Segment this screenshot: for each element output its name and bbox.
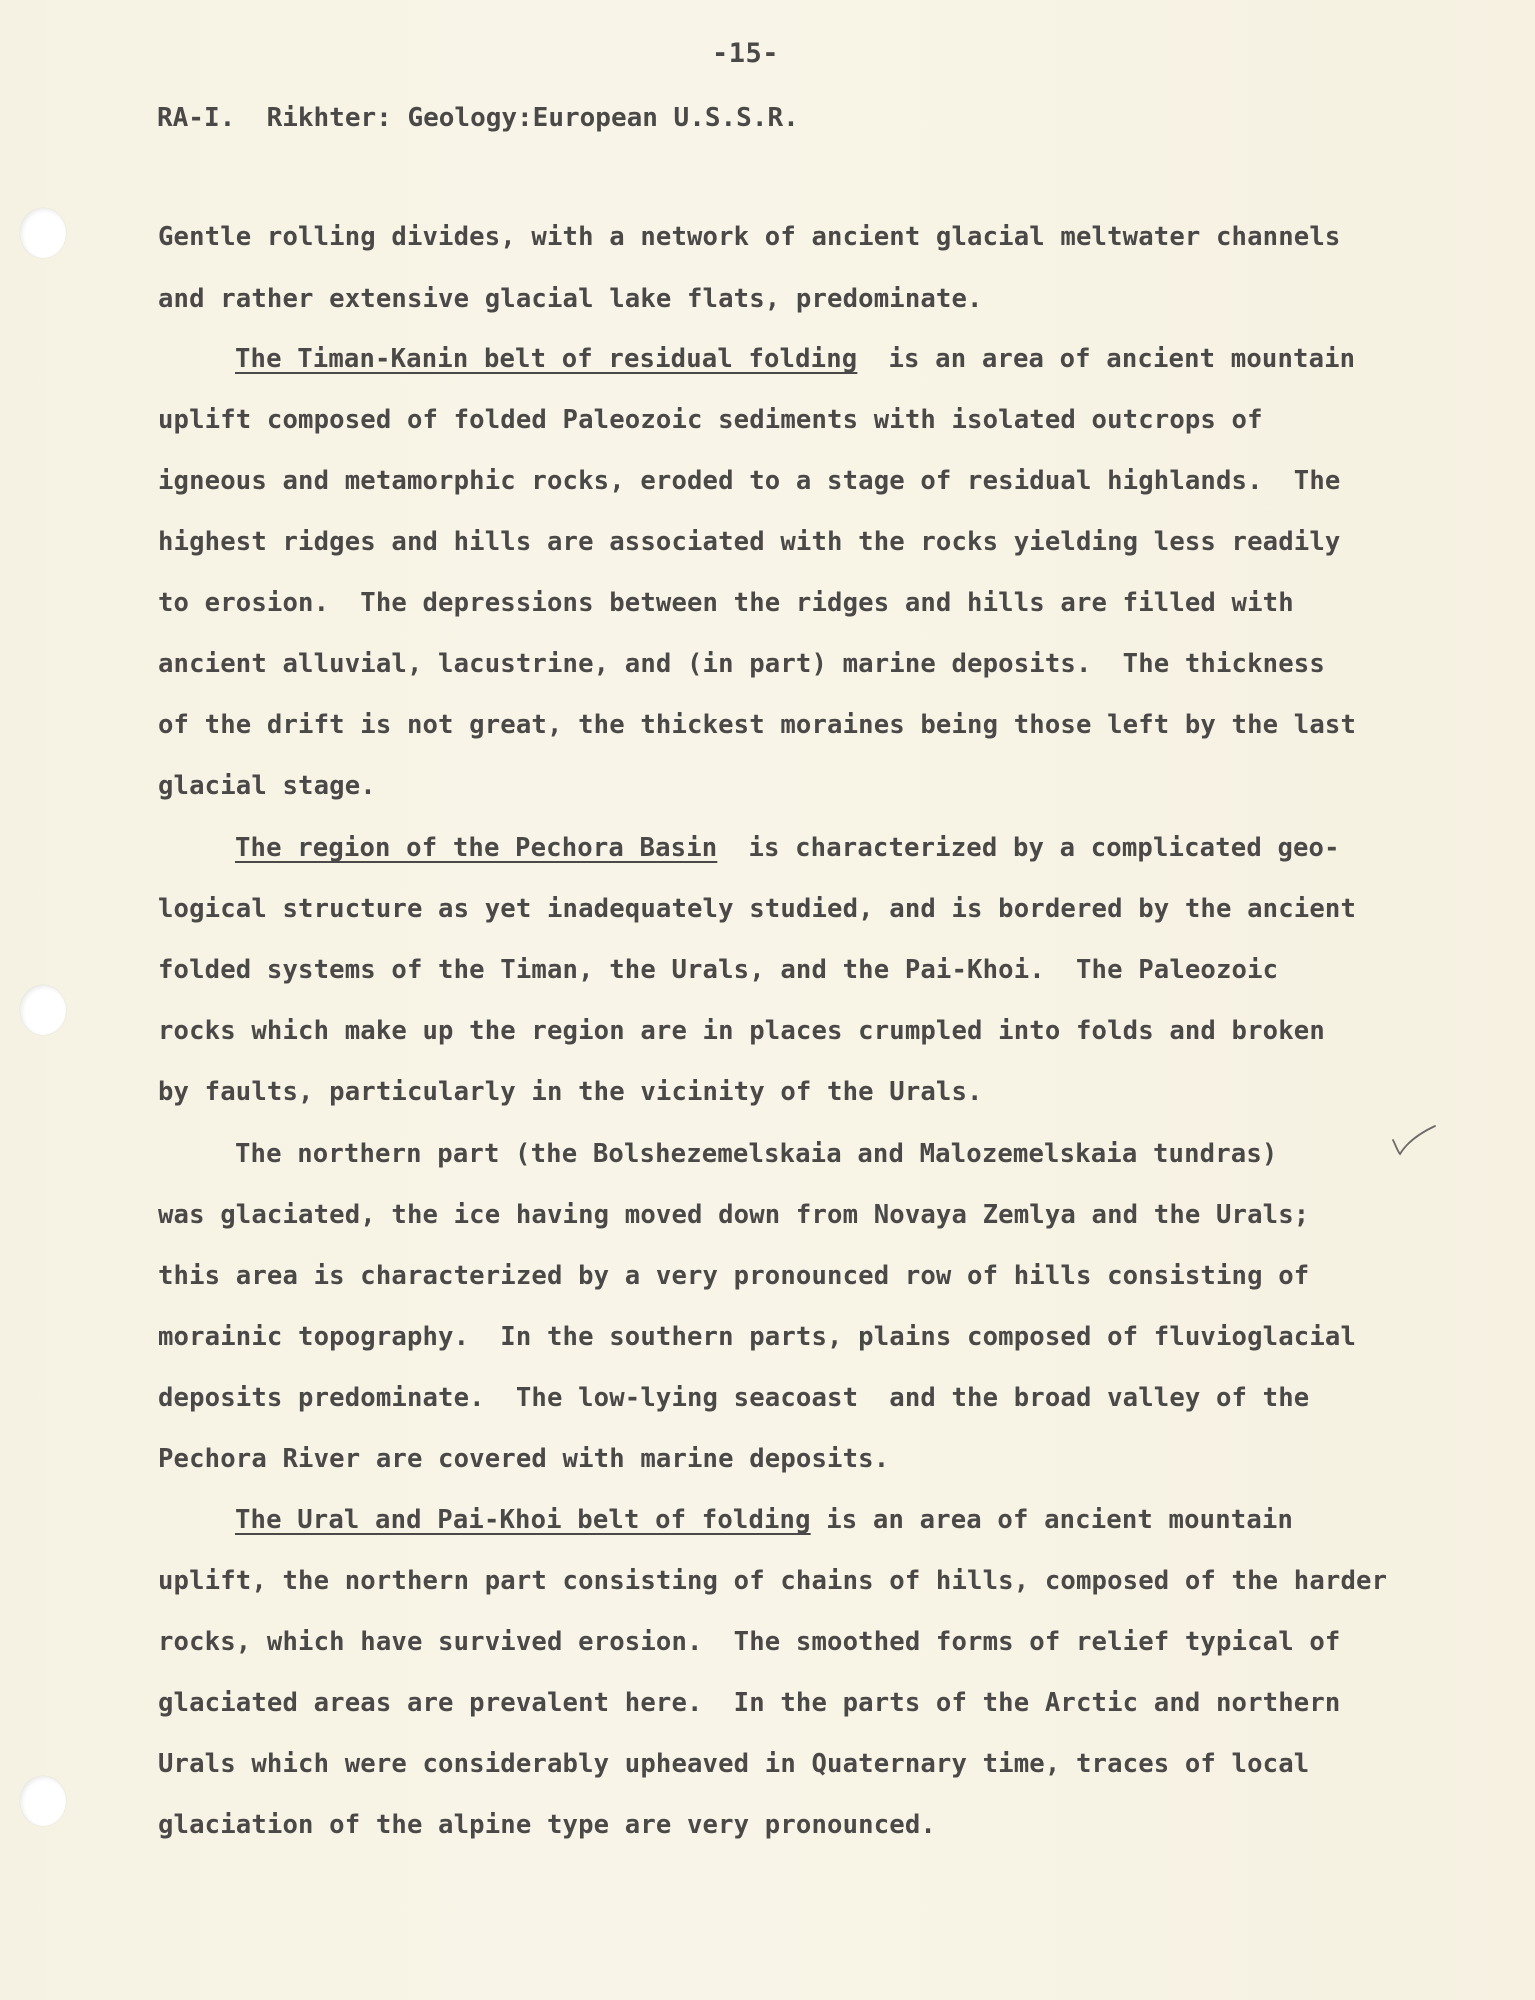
- text-line: uplift composed of folded Paleozoic sediments with isolated outcrops of: [158, 405, 1263, 435]
- text-line: glaciated areas are prevalent here. In the parts of the Arctic and northern: [158, 1688, 1341, 1718]
- check-mark-icon: [1390, 1122, 1438, 1158]
- text-line: to erosion. The depressions between the ridges and hills are filled with: [158, 588, 1294, 618]
- text-span: is characterized by a complicated geo-: [717, 833, 1340, 863]
- text-line: uplift, the northern part consisting of chains of hills, composed of the harder: [158, 1566, 1388, 1596]
- text-line: rocks, which have survived erosion. The smoothed forms of relief typical of: [158, 1627, 1341, 1657]
- text-line: deposits predominate. The low-lying seacoast and the broad valley of the: [158, 1383, 1310, 1413]
- text-line: glaciation of the alpine type are very pronounced.: [158, 1810, 936, 1840]
- punch-hole: [20, 985, 66, 1035]
- text-line: Gentle rolling divides, with a network of ancient glacial meltwater channels: [158, 222, 1341, 252]
- text-line: igneous and metamorphic rocks, eroded to a stage of residual highlands. The: [158, 466, 1341, 496]
- text-line: [235, 1505, 1293, 1535]
- text-line: this area is characterized by a very pronounced row of hills consisting of: [158, 1261, 1310, 1291]
- text-span: is an area of ancient mountain: [857, 344, 1356, 374]
- text-line: highest ridges and hills are associated with the rocks yielding less readily: [158, 527, 1341, 557]
- running-head: RA-I. Rikhter: Geology:European U.S.S.R.: [157, 103, 799, 133]
- section-heading: The Ural and Pai-Khoi belt of folding: [235, 1505, 811, 1535]
- text-line: morainic topography. In the southern parts, plains composed of fluvioglacial: [158, 1322, 1357, 1352]
- text-line: [235, 344, 1355, 374]
- punch-hole: [20, 208, 66, 258]
- section-heading: The region of the Pechora Basin: [235, 833, 718, 863]
- text-line: and rather extensive glacial lake flats, predominate.: [158, 284, 983, 314]
- text-line: Urals which were considerably upheaved in Quaternary time, traces of local: [158, 1749, 1310, 1779]
- text-line: The northern part (the Bolshezemelskaia and Malozemelskaia tundras): [235, 1139, 1278, 1169]
- text-line: by faults, particularly in the vicinity of the Urals.: [158, 1077, 983, 1107]
- section-heading: The Timan-Kanin belt of residual folding: [235, 344, 858, 374]
- text-line: ancient alluvial, lacustrine, and (in part) marine deposits. The thickness: [158, 649, 1325, 679]
- text-line: Pechora River are covered with marine deposits.: [158, 1444, 890, 1474]
- text-line: [235, 833, 1340, 863]
- text-line: folded systems of the Timan, the Urals, and the Pai-Khoi. The Paleozoic: [158, 955, 1279, 985]
- text-line: logical structure as yet inadequately studied, and is bordered by the ancient: [158, 894, 1357, 924]
- text-line: was glaciated, the ice having moved down from Novaya Zemlya and the Urals;: [158, 1200, 1310, 1230]
- text-span: is an area of ancient mountain: [810, 1505, 1294, 1535]
- page-number: -15-: [712, 38, 780, 69]
- text-line: glacial stage.: [158, 771, 376, 801]
- text-line: of the drift is not great, the thickest moraines being those left by the last: [158, 710, 1357, 740]
- punch-hole: [20, 1776, 66, 1826]
- text-line: rocks which make up the region are in places crumpled into folds and broken: [158, 1016, 1325, 1046]
